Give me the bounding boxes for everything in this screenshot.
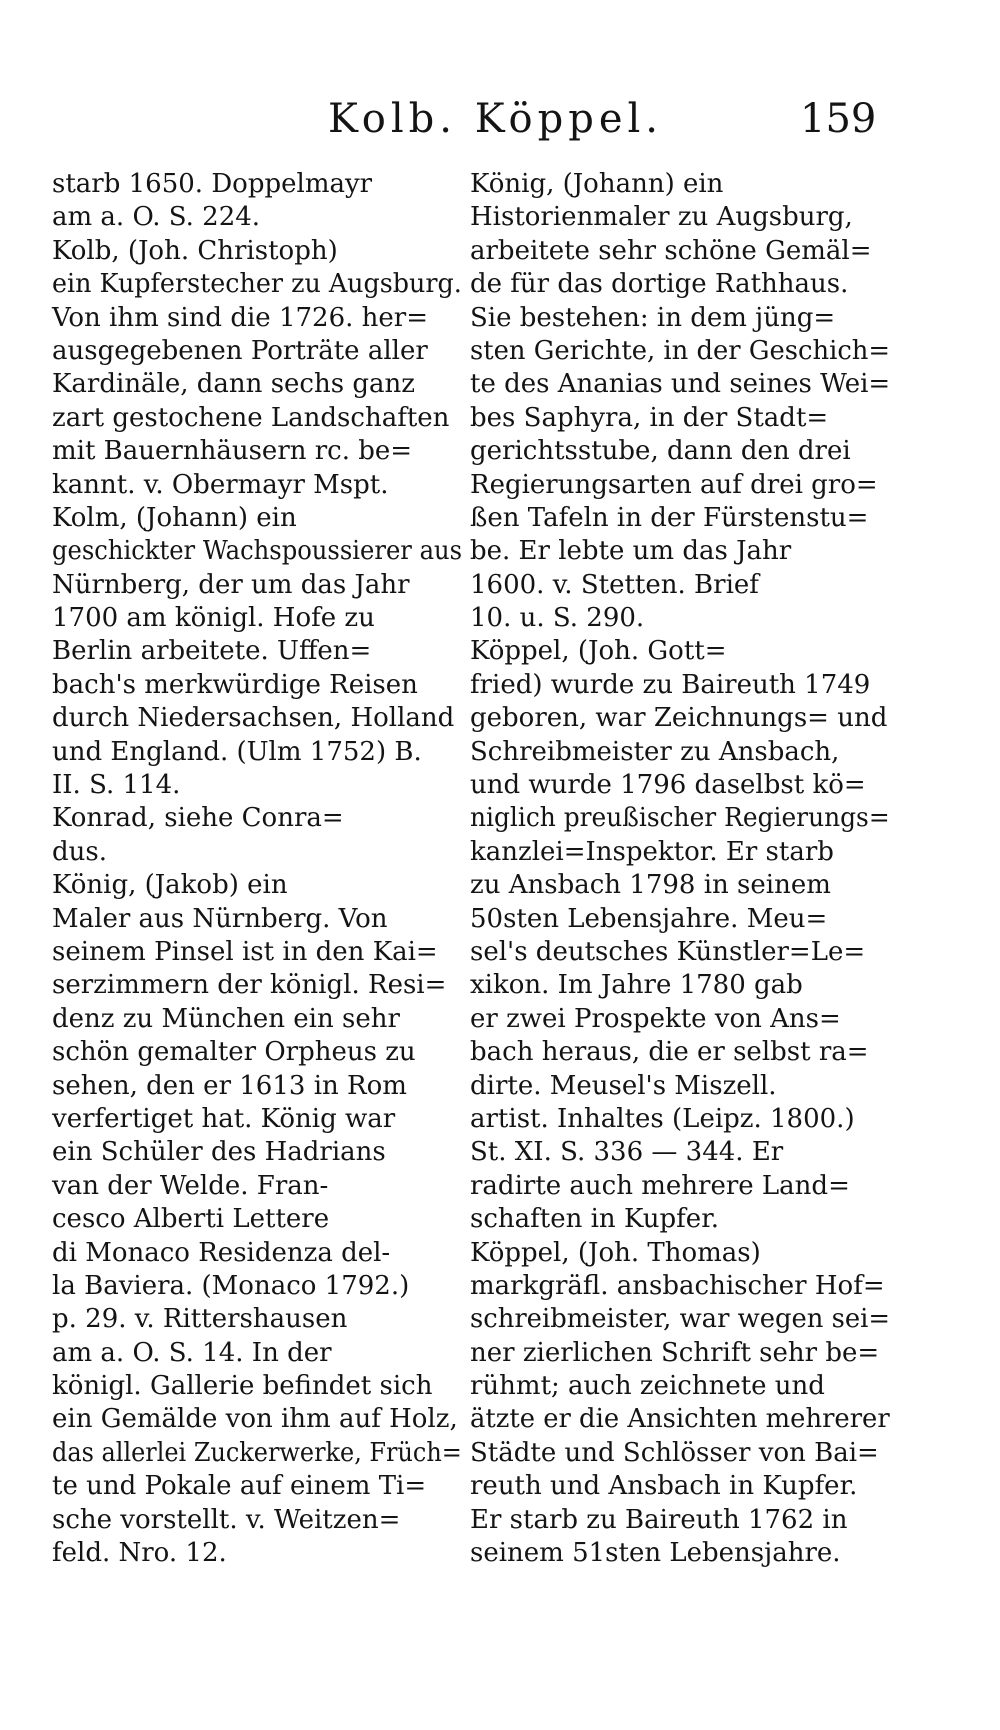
text-line: Berlin arbeitete. Uffen= (52, 636, 372, 667)
text-line: markgräfl. ansbachischer Hof= (470, 1270, 885, 1301)
text-line: be. Er lebte um das Jahr (470, 536, 792, 567)
text-line: starb 1650. Doppelmayr (52, 169, 373, 199)
text-line: ausgegebenen Porträte aller (52, 335, 428, 366)
text-line: te des Ananias und seines Wei= (470, 369, 891, 400)
text-line: König, (Jakob) ein (52, 870, 288, 901)
text-line: seinem Pinsel ist in den Kai= (52, 936, 438, 967)
text-line: la Baviera. (Monaco 1792.) (52, 1270, 410, 1301)
text-line: Regierungsarten auf drei gro= (470, 469, 878, 500)
text-line: di Monaco Residenza del- (52, 1237, 391, 1268)
text-line: dus. (52, 836, 107, 867)
text-line: reuth und Ansbach in Kupfer. (470, 1471, 858, 1502)
text-line: Konrad, siehe Conra= (52, 803, 344, 834)
text-line: bach heraus, die er selbst ra= (470, 1037, 869, 1068)
text-line: Nürnberg, der um das Jahr (52, 569, 410, 600)
text-line: königl. Gallerie befindet sich (52, 1371, 433, 1402)
text-line: Städte und Schlösser von Bai= (470, 1437, 879, 1468)
text-line: seinem 51sten Lebensjahre. (470, 1538, 841, 1569)
text-line: geboren, war Zeichnungs= und (470, 703, 888, 734)
text-line: 50sten Lebensjahre. Meu= (470, 903, 828, 934)
text-line: de für das dortige Rathhaus. (470, 269, 849, 300)
text-line: Schreibmeister zu Ansbach, (470, 736, 840, 767)
text-line: rühmt; auch zeichnete und (470, 1371, 825, 1402)
left-column (52, 168, 462, 1570)
text-line: niglich preußischer Regierungs= (470, 803, 890, 834)
text-line: dirte. Meusel's Miszell. (470, 1070, 777, 1101)
text-line: II. S. 114. (52, 770, 181, 801)
text-line: sel's deutsches Künstler=Le= (470, 936, 866, 967)
text-line: Köppel, (Joh. Thomas) (470, 1237, 761, 1268)
text-line: durch Niedersachsen, Holland (52, 703, 455, 734)
text-line: cesco Alberti Lettere (52, 1204, 330, 1235)
text-line: schön gemalter Orpheus zu (52, 1037, 416, 1068)
text-line: Kolb, (Joh. Christoph) (52, 235, 338, 266)
text-line: serzimmern der königl. Resi= (52, 970, 447, 1001)
text-line: am a. O. S. 14. In der (52, 1337, 332, 1368)
text-line: bach's merkwürdige Reisen (52, 669, 418, 700)
text-line: ßen Tafeln in der Fürstenstu= (470, 502, 869, 533)
text-line: ein Kupferstecher zu Augsburg. (52, 269, 462, 300)
text-line: p. 29. v. Rittershausen (52, 1304, 348, 1335)
text-line: Er starb zu Baireuth 1762 in (470, 1504, 848, 1535)
text-line: sche vorstellt. v. Weitzen= (52, 1504, 401, 1535)
text-line: mit Bauernhäusern rc. be= (52, 436, 413, 467)
text-line: feld. Nro. 12. (52, 1538, 227, 1569)
text-line: König, (Johann) ein (470, 169, 724, 199)
text-line: kanzlei=Inspektor. Er starb (470, 836, 834, 867)
text-line: schreibmeister, war wegen sei= (470, 1304, 891, 1335)
text-line: Maler aus Nürnberg. Von (52, 903, 388, 934)
text-line: zu Ansbach 1798 in seinem (470, 870, 831, 901)
right-column (470, 168, 890, 1570)
text-line: denz zu München ein sehr (52, 1003, 400, 1034)
text-line: kannt. v. Obermayr Mspt. (52, 469, 389, 500)
page-number: 159 (800, 96, 877, 142)
text-line: sten Gerichte, in der Geschich= (470, 335, 891, 366)
text-line: Kardinäle, dann sechs ganz (52, 369, 415, 400)
text-line: ner zierlichen Schrift sehr be= (470, 1337, 880, 1368)
text-line: 1700 am königl. Hofe zu (52, 603, 375, 634)
text-line: ein Gemälde von ihm auf Holz, (52, 1404, 458, 1435)
text-line: und England. (Ulm 1752) B. (52, 736, 422, 767)
text-line: Von ihm sind die 1726. her= (52, 302, 428, 333)
text-line: 10. u. S. 290. (470, 603, 645, 634)
text-line: das allerlei Zuckerwerke, Früch= (52, 1437, 462, 1468)
text-line: St. XI. S. 336 — 344. Er (470, 1137, 784, 1168)
text-line: artist. Inhaltes (Leipz. 1800.) (470, 1103, 855, 1134)
text-line: 1600. v. Stetten. Brief (470, 569, 759, 600)
text-line: und wurde 1796 daselbst kö= (470, 770, 866, 801)
text-line: am a. O. S. 224. (52, 202, 261, 233)
text-line: Köppel, (Joh. Gott= (470, 636, 727, 667)
running-head: Kolb. Köppel. (328, 96, 663, 142)
text-line: Kolm, (Johann) ein (52, 502, 297, 533)
text-line: er zwei Prospekte von Ans= (470, 1003, 841, 1034)
text-line: geschickter Wachspoussierer aus (52, 536, 463, 567)
text-line: van der Welde. Fran- (52, 1170, 329, 1201)
text-line: sehen, den er 1613 in Rom (52, 1070, 407, 1101)
text-line: ätzte er die Ansichten mehrerer (470, 1404, 890, 1435)
page-header (0, 96, 1000, 146)
text-line: bes Saphyra, in der Stadt= (470, 402, 829, 433)
text-line: schaften in Kupfer. (470, 1204, 720, 1235)
text-line: Historienmaler zu Augsburg, (470, 202, 853, 233)
text-line: Sie bestehen: in dem jüng= (470, 302, 836, 333)
text-line: zart gestochene Landschaften (52, 402, 450, 433)
text-line: te und Pokale auf einem Ti= (52, 1471, 427, 1502)
text-line: arbeitete sehr schöne Gemäl= (470, 235, 872, 266)
text-line: gerichtsstube, dann den drei (470, 436, 851, 467)
text-line: verfertiget hat. König war (52, 1103, 396, 1134)
text-line: ein Schüler des Hadrians (52, 1137, 386, 1168)
text-line: xikon. Im Jahre 1780 gab (470, 970, 803, 1001)
text-line: fried) wurde zu Baireuth 1749 (470, 669, 871, 700)
text-line: radirte auch mehrere Land= (470, 1170, 850, 1201)
